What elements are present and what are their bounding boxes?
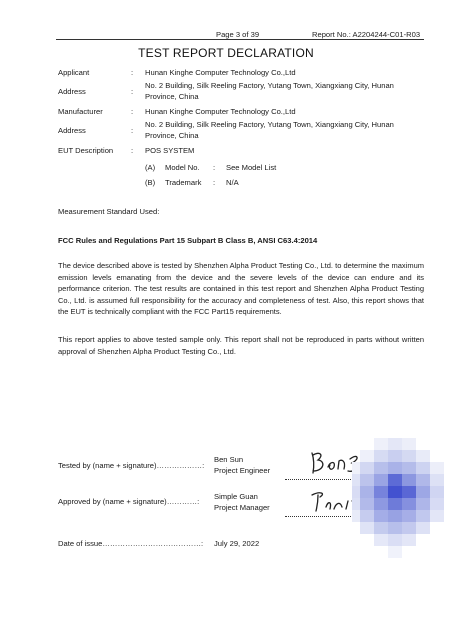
applicant-label: Applicant: [58, 68, 90, 77]
restriction-paragraph: This report applies to above tested sample only. This report shall not be reproduced in parts without written approval of Shenzhen Alpha Product Testing Co., Ltd.: [58, 335, 424, 356]
company-seal-image: [352, 438, 452, 580]
measurement-label: Measurement Standard Used:: [58, 207, 160, 216]
header-rule: [56, 39, 424, 40]
model-value: See Model List: [226, 163, 277, 172]
manufacturer-value: Hunan Kinghe Computer Technology Co.,Ltd: [145, 107, 296, 116]
approved-by-title: Project Manager: [214, 503, 270, 512]
eut-label: EUT Description: [58, 146, 114, 155]
model-colon: :: [213, 163, 216, 172]
address-colon: :: [131, 87, 134, 96]
manufacturer-address-value: No. 2 Building, Silk Reeling Factory, Yutang Town, Xiangxiang City, Hunan Province, China: [145, 120, 394, 140]
approved-by-name: Simple Guan: [214, 492, 258, 501]
manufacturer-colon: :: [131, 107, 134, 116]
manufacturer-address-label: Address: [58, 126, 86, 135]
manufacturer-label: Manufacturer: [58, 107, 103, 116]
manufacturer-address-colon: :: [131, 126, 134, 135]
model-letter: (A): [145, 163, 156, 172]
trademark-value: N/A: [226, 178, 239, 187]
eut-colon: :: [131, 146, 134, 155]
report-number: Report No.: A2204244-C01-R03: [312, 30, 421, 39]
approved-by-label: Approved by (name + signature)…………:: [58, 497, 200, 506]
trademark-label: Trademark: [165, 178, 202, 187]
page-number: Page 3 of 39: [216, 30, 260, 39]
model-label: Model No.: [165, 163, 200, 172]
eut-value: POS SYSTEM: [145, 146, 195, 155]
address-value: No. 2 Building, Silk Reeling Factory, Yutang Town, Xiangxiang City, Hunan Province, China: [145, 81, 394, 101]
tested-by-name: Ben Sun: [214, 455, 244, 464]
standard-text: FCC Rules and Regulations Part 15 Subpart B Class B, ANSI C63.4:2014: [58, 236, 318, 245]
tested-by-title: Project Engineer: [214, 466, 271, 475]
date-of-issue-label: Date of issue…………………………………:: [58, 539, 204, 548]
page-title: TEST REPORT DECLARATION: [138, 46, 314, 60]
address-label: Address: [58, 87, 86, 96]
trademark-letter: (B): [145, 178, 156, 187]
trademark-colon: :: [213, 178, 216, 187]
applicant-value: Hunan Kinghe Computer Technology Co.,Ltd: [145, 68, 296, 77]
applicant-colon: :: [131, 68, 134, 77]
declaration-paragraph: The device described above is tested by Shenzhen Alpha Product Testing Co., Ltd. to determine the maximum emission levels emanating from the device and the severe levels of the device can endure and its performance criterion. The test results are contained in this test report and Shenzhen Alpha Product Testing Co., Ltd. is assumed full responsibility for the accuracy and completeness of test. Also, this report shows that the EUT is technically compliant with the FCC Part15 requirements.: [58, 261, 424, 317]
tested-by-label: Tested by (name + signature)………………:: [58, 461, 205, 470]
date-of-issue-value: July 29, 2022: [214, 539, 260, 548]
